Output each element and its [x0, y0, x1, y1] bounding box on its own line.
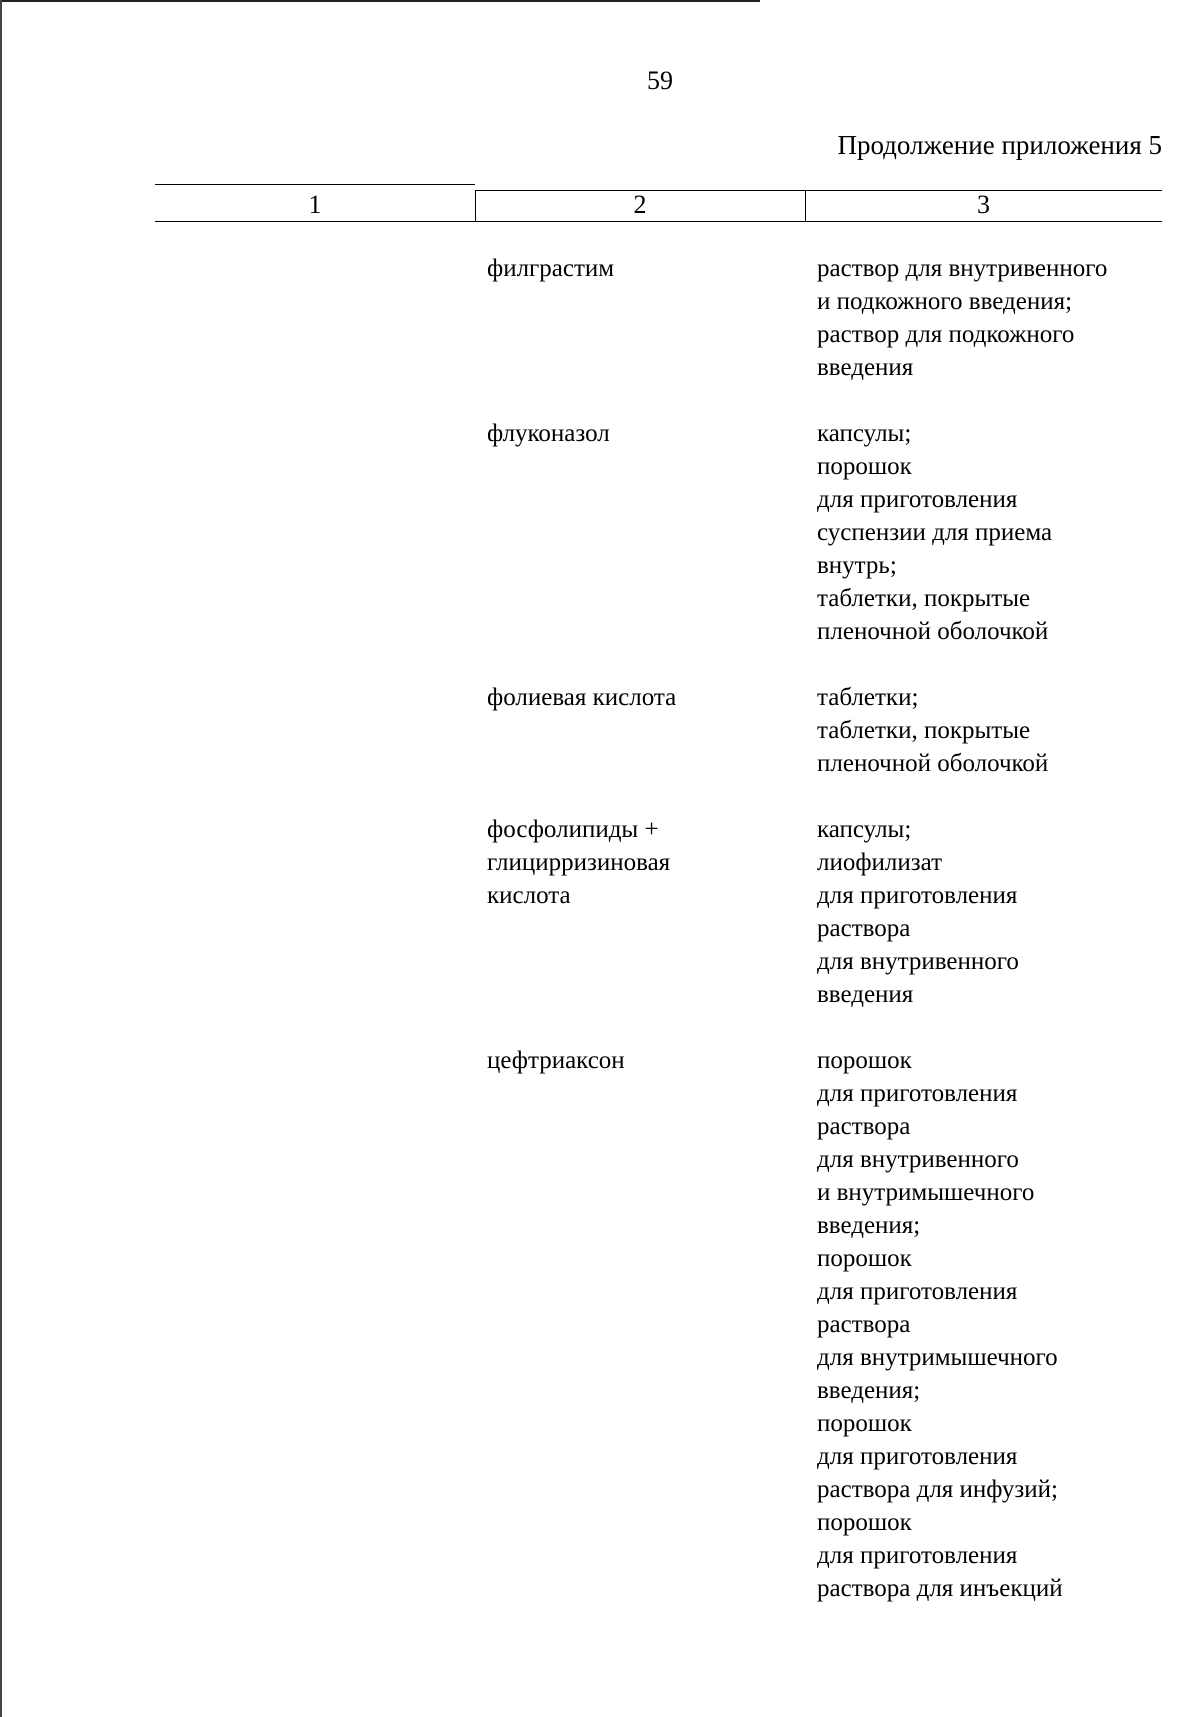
- drug-name: филграстим: [487, 255, 615, 282]
- table-body: [0, 252, 1200, 1638]
- column-number-1: 1: [308, 190, 322, 219]
- drug-name: флуконазол: [487, 420, 610, 447]
- drug-name: фосфолипиды + глицирризиновая кислота: [487, 816, 671, 909]
- page-number: 59: [647, 66, 673, 95]
- column-number-2: 2: [633, 190, 647, 219]
- drug-name: цефтриаксон: [487, 1047, 625, 1074]
- table-row: [0, 252, 1200, 384]
- appendix-continuation-note: Продолжение приложения 5: [837, 130, 1162, 160]
- scan-edge-top: [0, 0, 760, 2]
- table-row: [0, 681, 1200, 780]
- header-bottom-line: [155, 221, 1162, 222]
- table-row: [0, 1044, 1200, 1605]
- dosage-form: капсулы; лиофилизат для приготовления раствора для внутривенного введения: [817, 816, 1019, 1008]
- dosage-form: раствор для внутривенного и подкожного введения; раствор для подкожного введения: [817, 255, 1108, 381]
- drug-name: фолиевая кислота: [487, 684, 677, 711]
- header-top-line-left: [155, 184, 475, 185]
- table-row: [0, 417, 1200, 648]
- table-row: [0, 813, 1200, 1011]
- table-header: [155, 184, 1162, 222]
- dosage-form: порошок для приготовления раствора для внутривенного и внутримышечного введения; порошок для приготовления раствора для внутримышечного введения; порошок для приготовления раствора для инфузий; порошок для приготовления раствора для инъекций: [817, 1047, 1063, 1602]
- dosage-form: таблетки; таблетки, покрытые пленочной оболочкой: [817, 684, 1049, 777]
- dosage-form: капсулы; порошок для приготовления суспензии для приема внутрь; таблетки, покрытые пленочной оболочкой: [817, 420, 1053, 645]
- column-number-3: 3: [977, 190, 990, 219]
